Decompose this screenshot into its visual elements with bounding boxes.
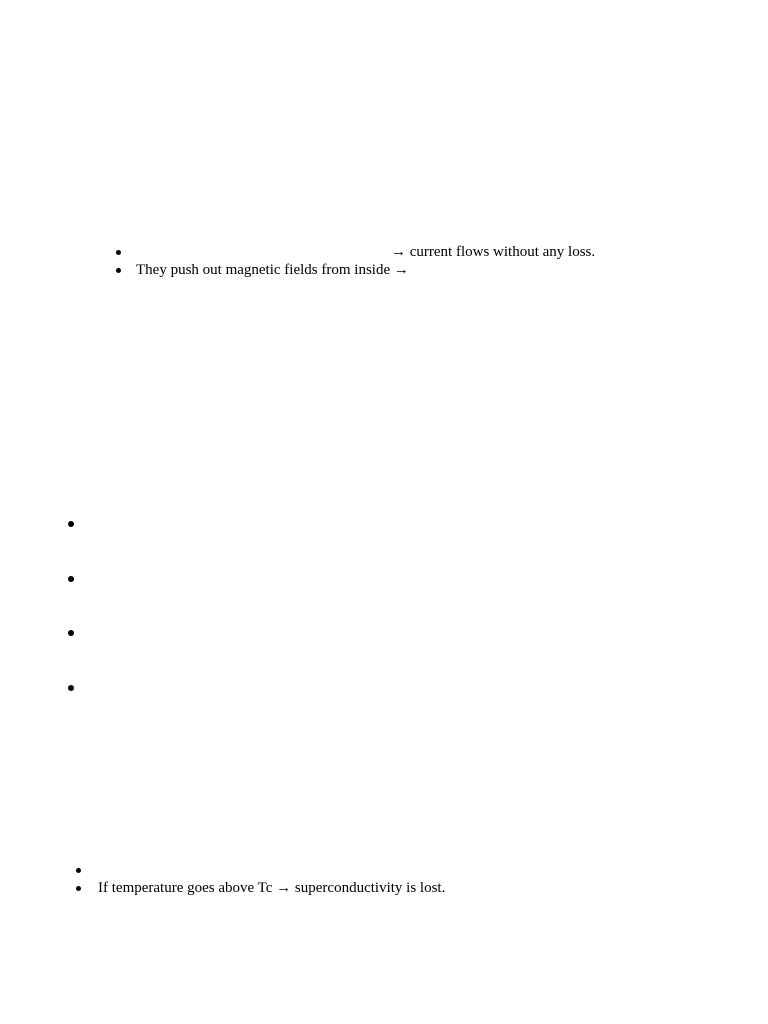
list-item: [110, 261, 670, 279]
bullet-icon: [68, 685, 74, 691]
list-item: [60, 624, 100, 679]
list-item-text: If temperature goes above Tc → superconductivity is lost.: [98, 880, 446, 896]
bullet-icon: [68, 576, 74, 582]
list-item: [60, 570, 100, 625]
bullet-icon: [116, 268, 121, 273]
top-bullet-list: [110, 243, 670, 279]
bullet-icon: [68, 630, 74, 636]
list-item: [60, 679, 100, 734]
list-item: [110, 243, 670, 261]
bottom-bullet-list: [72, 861, 572, 897]
list-item: [60, 515, 100, 570]
bullet-icon: [68, 521, 74, 527]
list-item-text: They push out magnetic fields from inside →: [136, 262, 409, 278]
bullet-icon: [76, 886, 81, 891]
list-item-text: → current flows without any loss.: [391, 244, 596, 260]
bullet-icon: [76, 868, 81, 873]
list-item: [72, 879, 572, 897]
middle-bullet-list: [60, 515, 100, 733]
list-item: [72, 861, 572, 879]
bullet-icon: [116, 250, 121, 255]
